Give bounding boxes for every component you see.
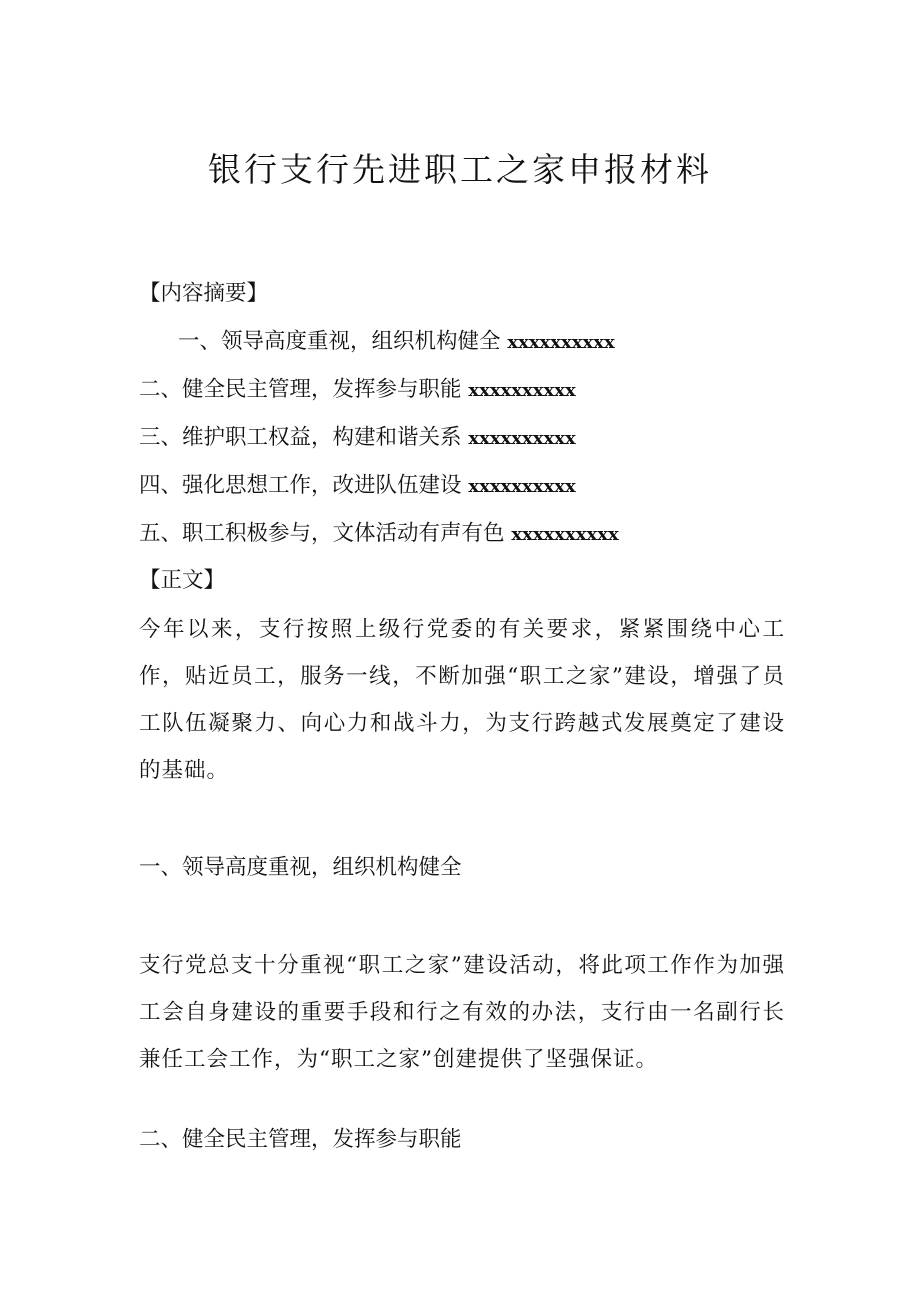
summary-item-3 bbox=[139, 423, 576, 454]
summary-item-1 bbox=[178, 327, 615, 358]
summary-item-suffix: xxxxxxxxxx bbox=[468, 380, 576, 401]
summary-item-suffix: xxxxxxxxxx bbox=[468, 428, 576, 449]
body-heading: 【正文】 bbox=[139, 568, 226, 593]
summary-item-suffix: xxxxxxxxxx bbox=[507, 332, 615, 353]
summary-item-5 bbox=[139, 519, 619, 550]
section-heading-2: 二、健全民主管理，发挥参与职能 bbox=[139, 1127, 462, 1152]
summary-item-text: 三、维护职工权益，构建和谐关系 bbox=[139, 425, 462, 450]
summary-item-text: 二、健全民主管理，发挥参与职能 bbox=[139, 377, 462, 402]
summary-item-4 bbox=[139, 471, 576, 502]
summary-item-text: 一、领导高度重视，组织机构健全 bbox=[178, 329, 501, 354]
summary-heading: 【内容摘要】 bbox=[139, 281, 269, 306]
summary-item-text: 五、职工积极参与，文体活动有声有色 bbox=[139, 521, 505, 546]
section-1-paragraph: 支行党总支十分重视“职工之家”建设活动，将此项工作作为加强工会自身建设的重要手段和行之有效的办法，支行由一名副行长兼任工会工作，为“职工之家”创建提供了坚强保证。 bbox=[139, 953, 785, 1072]
document-title: 银行支行先进职工之家申报材料 bbox=[208, 150, 712, 189]
summary-item-2 bbox=[139, 375, 576, 406]
intro-paragraph: 今年以来，支行按照上级行党委的有关要求，紧紧围绕中心工作，贴近员工，服务一线，不断加强“职工之家”建设，增强了员工队伍凝聚力、向心力和战斗力，为支行跨越式发展奠定了建设的基础。 bbox=[139, 617, 785, 783]
summary-item-suffix: xxxxxxxxxx bbox=[468, 476, 576, 497]
summary-item-text: 四、强化思想工作，改进队伍建设 bbox=[139, 473, 462, 498]
summary-item-suffix: xxxxxxxxxx bbox=[511, 524, 619, 545]
section-heading-1: 一、领导高度重视，组织机构健全 bbox=[139, 855, 462, 880]
